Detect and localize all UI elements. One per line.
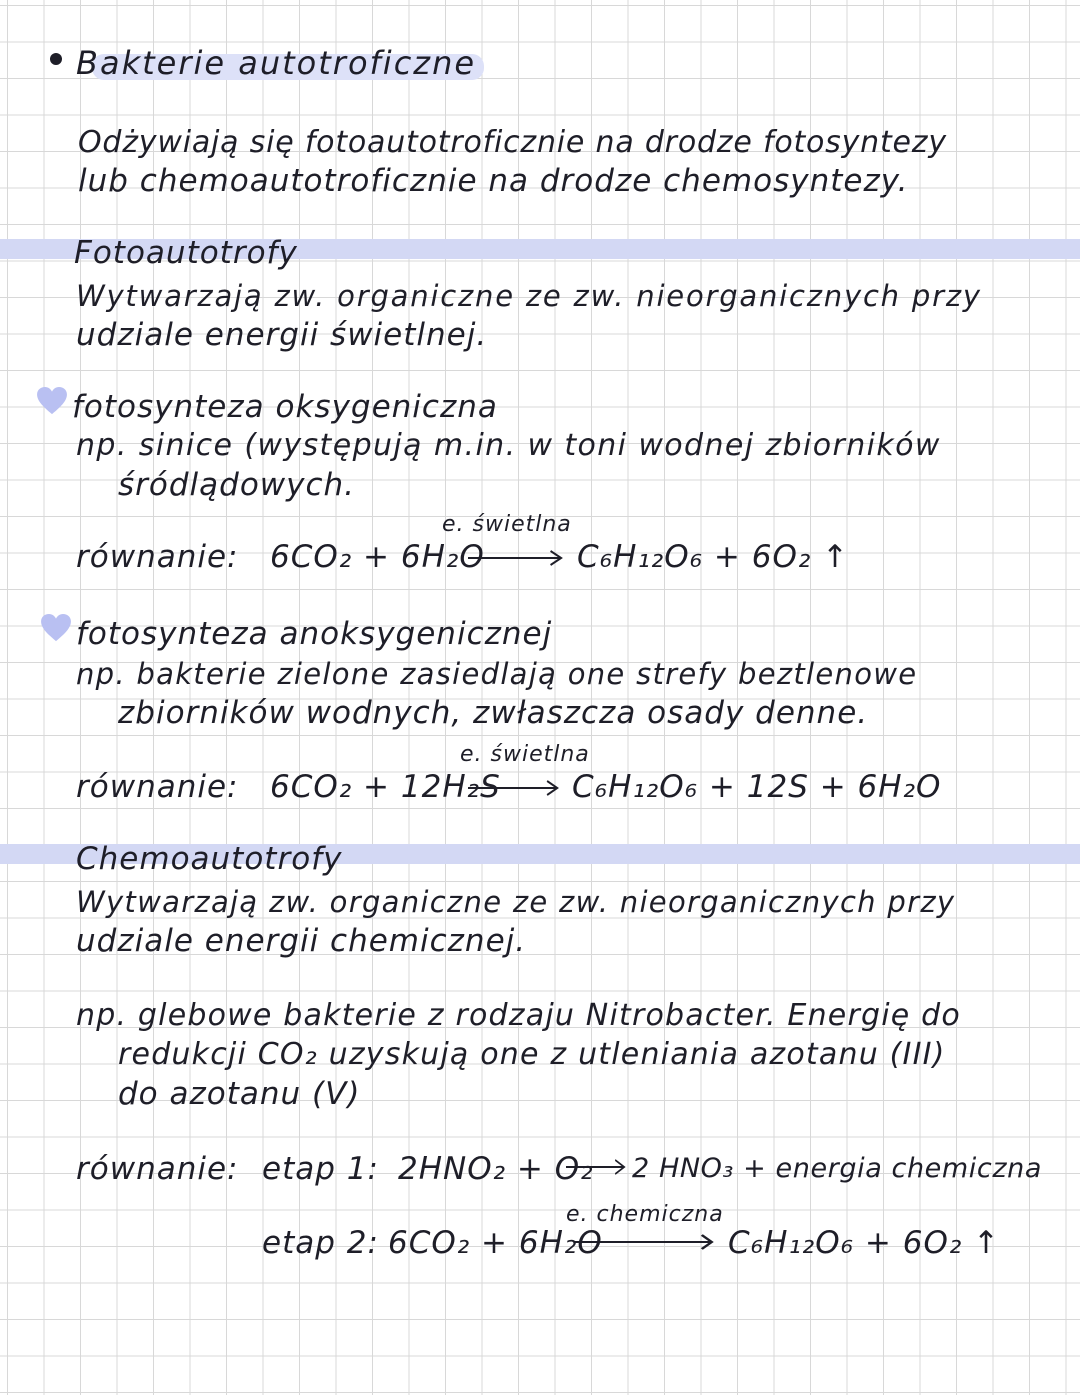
section-heading-chemoautotrofy: Chemoautotrofy xyxy=(76,841,343,877)
equation-reactants: 6CO₂ + 12H₂S xyxy=(270,769,501,805)
oxygenic-line-1: np. sinice (występują m.in. w toni wodnej zbiorników xyxy=(76,428,941,463)
reaction-arrow xyxy=(468,549,564,567)
reaction-arrow xyxy=(468,779,560,797)
step-2-label: etap 2: xyxy=(262,1225,379,1261)
energy-label-light: e. świetlna xyxy=(442,512,572,537)
equation-label: równanie: xyxy=(76,769,239,805)
anoxygenic-line-1: np. bakterie zielone zasiedlają one strefy beztlenowe xyxy=(76,657,918,691)
equation-products: C₆H₁₂O₆ + 6O₂ ↑ xyxy=(577,539,850,575)
energy-label-chemical: e. chemiczna xyxy=(566,1202,724,1227)
step-1-products: 2 HNO₃ + energia chemiczna xyxy=(632,1153,1042,1184)
heart-icon xyxy=(41,614,71,642)
step-2-products: C₆H₁₂O₆ + 6O₂ ↑ xyxy=(728,1225,1001,1261)
reaction-arrow xyxy=(566,1158,626,1176)
intro-line-1: Odżywiają się fotoautotroficznie na drodze fotosyntezy xyxy=(78,125,947,160)
example-line-2: redukcji CO₂ uzyskują one z utleniania azotanu (III) xyxy=(118,1037,946,1072)
equation-label: równanie: xyxy=(76,1151,239,1187)
equation-reactants: 6CO₂ + 6H₂O xyxy=(270,539,485,575)
chemoautotrofy-line-1: Wytwarzają zw. organiczne ze zw. nieorganicznych przy xyxy=(76,885,956,919)
chemoautotrofy-line-2: udziale energii chemicznej. xyxy=(76,923,527,959)
example-line-1: np. glebowe bakterie z rodzaju Nitrobacter. Energię do xyxy=(76,998,961,1033)
example-line-3: do azotanu (V) xyxy=(118,1076,361,1112)
section-heading-anoksygeniczna: fotosynteza anoksygenicznej xyxy=(76,616,553,652)
anoxygenic-line-2: zbiorników wodnych, zwłaszcza osady denne. xyxy=(118,695,869,731)
equation-products: C₆H₁₂O₆ + 12S + 6H₂O xyxy=(572,769,942,805)
reaction-arrow xyxy=(574,1233,716,1251)
fotoautotrofy-line-1: Wytwarzają zw. organiczne ze zw. nieorganicznych przy xyxy=(76,279,982,313)
heart-icon xyxy=(37,387,67,415)
step-1-label: etap 1: xyxy=(262,1151,379,1187)
bullet-point xyxy=(50,53,62,65)
section-heading-oksygeniczna: fotosynteza oksygeniczna xyxy=(72,389,498,425)
section-heading-fotoautotrofy: Fotoautotrofy xyxy=(74,235,298,271)
energy-label-light: e. świetlna xyxy=(460,742,590,767)
step-1-reactants: 2HNO₂ + O₂ xyxy=(398,1151,594,1187)
intro-line-2: lub chemoautotroficznie na drodze chemosyntezy. xyxy=(78,163,909,199)
oxygenic-line-2: śródlądowych. xyxy=(118,467,356,503)
page-title: Bakterie autotroficzne xyxy=(76,44,477,82)
step-2-reactants: 6CO₂ + 6H₂O xyxy=(388,1225,603,1261)
fotoautotrofy-line-2: udziale energii świetlnej. xyxy=(76,317,488,353)
equation-label: równanie: xyxy=(76,539,239,575)
